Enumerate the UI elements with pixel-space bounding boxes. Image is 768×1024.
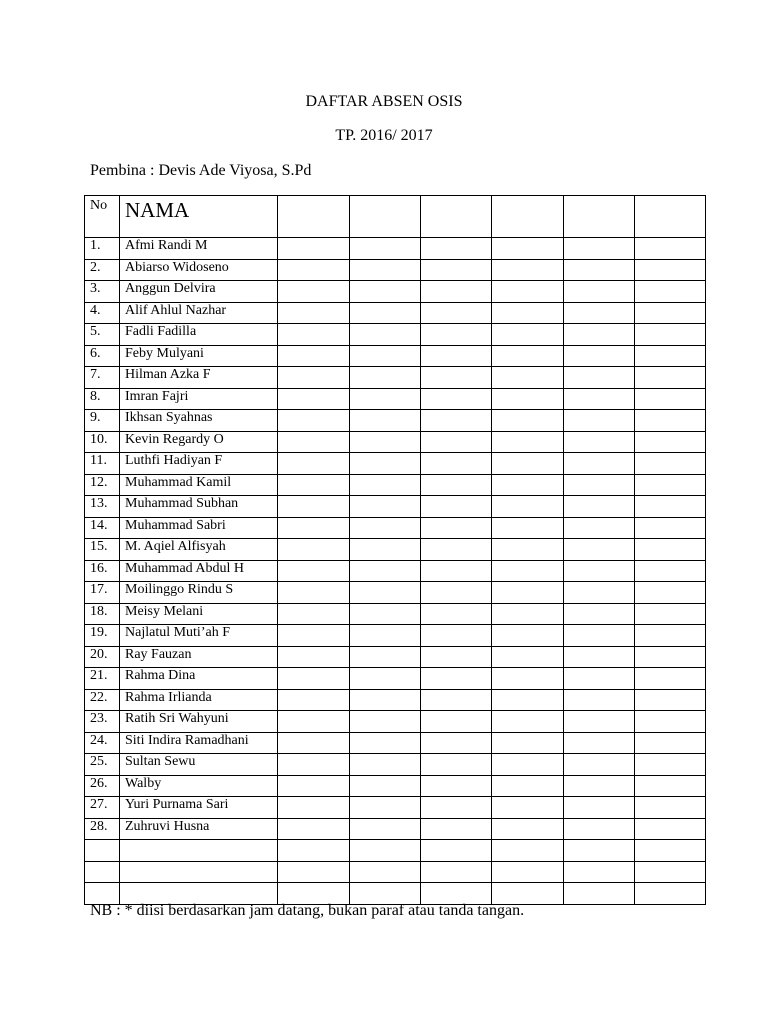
attendance-cell[interactable] — [564, 775, 635, 797]
attendance-cell[interactable] — [278, 474, 350, 496]
table-row — [85, 388, 706, 410]
attendance-cell[interactable] — [278, 345, 350, 367]
row-name: Luthfi Hadiyan F — [120, 453, 278, 475]
attendance-cell[interactable] — [350, 560, 421, 582]
table-row — [85, 345, 706, 367]
attendance-cell[interactable] — [564, 818, 635, 840]
attendance-cell[interactable] — [492, 818, 564, 840]
attendance-cell[interactable] — [421, 259, 492, 281]
table-row — [85, 474, 706, 496]
attendance-cell[interactable] — [564, 238, 635, 260]
row-number: 25. — [85, 754, 120, 776]
table-row — [85, 603, 706, 625]
table-row — [85, 302, 706, 324]
attendance-cell[interactable] — [350, 517, 421, 539]
row-number: 1. — [85, 238, 120, 260]
row-number: 3. — [85, 281, 120, 303]
attendance-cell[interactable] — [278, 517, 350, 539]
attendance-cell[interactable] — [564, 861, 635, 883]
attendance-cell[interactable] — [492, 474, 564, 496]
attendance-cell[interactable] — [492, 388, 564, 410]
attendance-cell[interactable] — [278, 582, 350, 604]
attendance-cell[interactable] — [421, 496, 492, 518]
attendance-cell[interactable] — [564, 259, 635, 281]
attendance-cell[interactable] — [278, 259, 350, 281]
row-name — [120, 840, 278, 862]
attendance-cell[interactable] — [421, 711, 492, 733]
table-row — [85, 754, 706, 776]
attendance-cell[interactable] — [278, 711, 350, 733]
attendance-cell[interactable] — [564, 668, 635, 690]
attendance-cell[interactable] — [635, 474, 706, 496]
attendance-cell[interactable] — [278, 646, 350, 668]
attendance-cell[interactable] — [492, 560, 564, 582]
row-number — [85, 861, 120, 883]
pembina-label: Pembina : Devis Ade Viyosa, S.Pd — [90, 162, 312, 179]
table-row — [85, 582, 706, 604]
row-name: Rahma Irlianda — [120, 689, 278, 711]
table-row — [85, 840, 706, 862]
attendance-cell[interactable] — [350, 302, 421, 324]
attendance-cell[interactable] — [492, 668, 564, 690]
attendance-cell[interactable] — [350, 732, 421, 754]
table-row — [85, 324, 706, 346]
attendance-cell[interactable] — [350, 625, 421, 647]
attendance-cell[interactable] — [278, 754, 350, 776]
row-number: 14. — [85, 517, 120, 539]
attendance-cell[interactable] — [350, 431, 421, 453]
attendance-cell[interactable] — [278, 840, 350, 862]
attendance-cell[interactable] — [492, 689, 564, 711]
attendance-cell[interactable] — [278, 797, 350, 819]
attendance-cell[interactable] — [492, 603, 564, 625]
attendance-cell[interactable] — [278, 431, 350, 453]
table-row — [85, 431, 706, 453]
row-number: 17. — [85, 582, 120, 604]
attendance-cell[interactable] — [421, 431, 492, 453]
attendance-cell[interactable] — [421, 603, 492, 625]
period-label: TP. 2016/ 2017 — [335, 127, 433, 144]
attendance-cell[interactable] — [635, 797, 706, 819]
table-row — [85, 625, 706, 647]
attendance-cell[interactable] — [278, 818, 350, 840]
attendance-cell[interactable] — [492, 431, 564, 453]
attendance-cell[interactable] — [635, 840, 706, 862]
attendance-cell[interactable] — [421, 560, 492, 582]
attendance-table — [84, 195, 706, 905]
row-name: Feby Mulyani — [120, 345, 278, 367]
attendance-cell[interactable] — [350, 259, 421, 281]
attendance-cell[interactable] — [635, 646, 706, 668]
attendance-cell[interactable] — [492, 840, 564, 862]
attendance-cell[interactable] — [564, 711, 635, 733]
attendance-cell[interactable] — [635, 302, 706, 324]
attendance-cell[interactable] — [350, 775, 421, 797]
attendance-cell[interactable] — [492, 625, 564, 647]
row-name: Ray Fauzan — [120, 646, 278, 668]
attendance-cell[interactable] — [492, 367, 564, 389]
attendance-cell[interactable] — [421, 840, 492, 862]
attendance-cell[interactable] — [564, 474, 635, 496]
attendance-cell[interactable] — [635, 431, 706, 453]
attendance-cell[interactable] — [492, 582, 564, 604]
attendance-cell[interactable] — [421, 689, 492, 711]
attendance-cell[interactable] — [421, 453, 492, 475]
attendance-cell[interactable] — [635, 496, 706, 518]
attendance-cell[interactable] — [350, 646, 421, 668]
row-name: Ratih Sri Wahyuni — [120, 711, 278, 733]
header-attendance-cell — [492, 196, 564, 238]
table-header-row — [85, 196, 706, 238]
attendance-cell[interactable] — [564, 388, 635, 410]
attendance-cell[interactable] — [421, 302, 492, 324]
attendance-cell[interactable] — [492, 775, 564, 797]
header-attendance-cell — [635, 196, 706, 238]
attendance-cell[interactable] — [492, 539, 564, 561]
attendance-cell[interactable] — [278, 668, 350, 690]
attendance-cell[interactable] — [421, 367, 492, 389]
table-row — [85, 689, 706, 711]
attendance-cell[interactable] — [635, 281, 706, 303]
table-row — [85, 410, 706, 432]
row-name: Najlatul Muti’ah F — [120, 625, 278, 647]
attendance-cell[interactable] — [350, 453, 421, 475]
row-name — [120, 861, 278, 883]
attendance-cell[interactable] — [278, 603, 350, 625]
attendance-cell[interactable] — [564, 345, 635, 367]
row-number: 8. — [85, 388, 120, 410]
attendance-cell[interactable] — [635, 732, 706, 754]
row-number: 6. — [85, 345, 120, 367]
row-number: 9. — [85, 410, 120, 432]
row-name: Zuhruvi Husna — [120, 818, 278, 840]
attendance-cell[interactable] — [492, 646, 564, 668]
row-number: 15. — [85, 539, 120, 561]
attendance-cell[interactable] — [564, 324, 635, 346]
attendance-cell[interactable] — [492, 797, 564, 819]
row-number: 13. — [85, 496, 120, 518]
attendance-cell[interactable] — [278, 367, 350, 389]
footnote: NB : * diisi berdasarkan jam datang, bukan paraf atau tanda tangan. — [90, 902, 525, 919]
table-row — [85, 281, 706, 303]
attendance-cell[interactable] — [350, 539, 421, 561]
attendance-cell[interactable] — [278, 238, 350, 260]
row-number — [85, 840, 120, 862]
table-row — [85, 238, 706, 260]
attendance-cell[interactable] — [421, 861, 492, 883]
attendance-cell[interactable] — [350, 281, 421, 303]
attendance-cell[interactable] — [278, 324, 350, 346]
table-row — [85, 668, 706, 690]
attendance-cell[interactable] — [421, 238, 492, 260]
attendance-cell[interactable] — [564, 646, 635, 668]
table-row — [85, 367, 706, 389]
attendance-cell[interactable] — [278, 689, 350, 711]
attendance-cell[interactable] — [635, 560, 706, 582]
row-name: Meisy Melani — [120, 603, 278, 625]
row-name: Hilman Azka F — [120, 367, 278, 389]
attendance-cell[interactable] — [278, 388, 350, 410]
attendance-cell[interactable] — [635, 453, 706, 475]
attendance-cell[interactable] — [421, 582, 492, 604]
table-row — [85, 496, 706, 518]
attendance-cell[interactable] — [421, 281, 492, 303]
table-row — [85, 861, 706, 883]
attendance-cell[interactable] — [421, 775, 492, 797]
row-number: 16. — [85, 560, 120, 582]
attendance-cell[interactable] — [421, 646, 492, 668]
row-number: 22. — [85, 689, 120, 711]
attendance-cell[interactable] — [492, 281, 564, 303]
attendance-cell[interactable] — [278, 410, 350, 432]
attendance-cell[interactable] — [350, 668, 421, 690]
header-nama: NAMA — [120, 196, 278, 238]
table-row — [85, 539, 706, 561]
table-row — [85, 797, 706, 819]
attendance-cell[interactable] — [278, 861, 350, 883]
attendance-cell[interactable] — [564, 453, 635, 475]
attendance-cell[interactable] — [564, 603, 635, 625]
table-row — [85, 646, 706, 668]
attendance-cell[interactable] — [564, 582, 635, 604]
attendance-cell[interactable] — [350, 754, 421, 776]
attendance-cell[interactable] — [635, 410, 706, 432]
table-row — [85, 732, 706, 754]
attendance-cell[interactable] — [350, 840, 421, 862]
attendance-cell[interactable] — [421, 797, 492, 819]
attendance-cell[interactable] — [350, 711, 421, 733]
attendance-cell[interactable] — [635, 388, 706, 410]
attendance-cell[interactable] — [635, 711, 706, 733]
attendance-cell[interactable] — [421, 818, 492, 840]
attendance-cell[interactable] — [635, 775, 706, 797]
row-number: 23. — [85, 711, 120, 733]
row-number: 10. — [85, 431, 120, 453]
attendance-cell[interactable] — [350, 797, 421, 819]
row-number: 21. — [85, 668, 120, 690]
row-name: Afmi Randi M — [120, 238, 278, 260]
table-row — [85, 711, 706, 733]
attendance-cell[interactable] — [421, 754, 492, 776]
attendance-cell[interactable] — [564, 883, 635, 905]
attendance-cell[interactable] — [350, 582, 421, 604]
header-attendance-cell — [278, 196, 350, 238]
row-name: Imran Fajri — [120, 388, 278, 410]
attendance-cell[interactable] — [492, 517, 564, 539]
attendance-cell[interactable] — [278, 281, 350, 303]
attendance-cell[interactable] — [635, 883, 706, 905]
attendance-cell[interactable] — [492, 732, 564, 754]
attendance-cell[interactable] — [635, 668, 706, 690]
attendance-cell[interactable] — [564, 496, 635, 518]
attendance-cell[interactable] — [564, 410, 635, 432]
row-name: Muhammad Sabri — [120, 517, 278, 539]
attendance-cell[interactable] — [564, 517, 635, 539]
table-row — [85, 560, 706, 582]
attendance-cell[interactable] — [421, 732, 492, 754]
row-name: Yuri Purnama Sari — [120, 797, 278, 819]
attendance-cell[interactable] — [564, 367, 635, 389]
attendance-cell[interactable] — [635, 754, 706, 776]
attendance-cell[interactable] — [492, 861, 564, 883]
row-name: Walby — [120, 775, 278, 797]
attendance-cell[interactable] — [421, 388, 492, 410]
row-number: 19. — [85, 625, 120, 647]
attendance-cell[interactable] — [421, 474, 492, 496]
table-row — [85, 818, 706, 840]
row-number: 5. — [85, 324, 120, 346]
row-number: 24. — [85, 732, 120, 754]
attendance-cell[interactable] — [278, 453, 350, 475]
attendance-cell[interactable] — [635, 818, 706, 840]
attendance-cell[interactable] — [635, 539, 706, 561]
attendance-cell[interactable] — [421, 539, 492, 561]
header-attendance-cell — [564, 196, 635, 238]
attendance-cell[interactable] — [350, 345, 421, 367]
attendance-cell[interactable] — [278, 732, 350, 754]
attendance-cell[interactable] — [350, 388, 421, 410]
attendance-cell[interactable] — [278, 625, 350, 647]
attendance-cell[interactable] — [635, 689, 706, 711]
attendance-cell[interactable] — [492, 453, 564, 475]
header-attendance-cell — [421, 196, 492, 238]
attendance-cell[interactable] — [350, 410, 421, 432]
row-number: 20. — [85, 646, 120, 668]
attendance-cell[interactable] — [564, 560, 635, 582]
attendance-cell[interactable] — [350, 861, 421, 883]
attendance-cell[interactable] — [635, 625, 706, 647]
attendance-cell[interactable] — [421, 668, 492, 690]
attendance-cell[interactable] — [564, 797, 635, 819]
row-name: Anggun Delvira — [120, 281, 278, 303]
attendance-cell[interactable] — [350, 496, 421, 518]
attendance-cell[interactable] — [635, 582, 706, 604]
attendance-cell[interactable] — [350, 367, 421, 389]
attendance-cell[interactable] — [278, 539, 350, 561]
row-number: 2. — [85, 259, 120, 281]
attendance-cell[interactable] — [635, 861, 706, 883]
attendance-cell[interactable] — [350, 324, 421, 346]
row-number: 18. — [85, 603, 120, 625]
row-number: 26. — [85, 775, 120, 797]
attendance-cell[interactable] — [492, 711, 564, 733]
row-name: M. Aqiel Alfisyah — [120, 539, 278, 561]
row-name: Alif Ahlul Nazhar — [120, 302, 278, 324]
table-row — [85, 775, 706, 797]
document-title: DAFTAR ABSEN OSIS — [305, 93, 463, 110]
attendance-cell[interactable] — [564, 625, 635, 647]
table-row — [85, 453, 706, 475]
row-name: Siti Indira Ramadhani — [120, 732, 278, 754]
attendance-cell[interactable] — [635, 367, 706, 389]
row-number: 28. — [85, 818, 120, 840]
attendance-cell[interactable] — [421, 517, 492, 539]
row-number: 7. — [85, 367, 120, 389]
attendance-cell[interactable] — [421, 324, 492, 346]
attendance-cell[interactable] — [564, 840, 635, 862]
row-name: Moilinggo Rindu S — [120, 582, 278, 604]
attendance-cell[interactable] — [564, 689, 635, 711]
attendance-cell[interactable] — [564, 539, 635, 561]
header-attendance-cell — [350, 196, 421, 238]
table-row — [85, 259, 706, 281]
row-name: Muhammad Abdul H — [120, 560, 278, 582]
row-number: 11. — [85, 453, 120, 475]
row-name: Muhammad Subhan — [120, 496, 278, 518]
attendance-cell[interactable] — [635, 238, 706, 260]
attendance-cell[interactable] — [564, 754, 635, 776]
attendance-cell[interactable] — [492, 345, 564, 367]
attendance-cell[interactable] — [492, 410, 564, 432]
attendance-cell[interactable] — [350, 238, 421, 260]
row-name: Fadli Fadilla — [120, 324, 278, 346]
attendance-cell[interactable] — [492, 302, 564, 324]
attendance-cell[interactable] — [421, 345, 492, 367]
attendance-cell[interactable] — [635, 324, 706, 346]
header-no: No — [85, 196, 120, 238]
attendance-cell[interactable] — [350, 474, 421, 496]
attendance-cell[interactable] — [492, 496, 564, 518]
attendance-cell[interactable] — [350, 818, 421, 840]
row-number: 27. — [85, 797, 120, 819]
attendance-cell[interactable] — [350, 689, 421, 711]
row-name: Kevin Regardy O — [120, 431, 278, 453]
attendance-cell[interactable] — [492, 259, 564, 281]
row-name: Sultan Sewu — [120, 754, 278, 776]
attendance-cell[interactable] — [492, 324, 564, 346]
attendance-cell[interactable] — [492, 238, 564, 260]
attendance-cell[interactable] — [421, 625, 492, 647]
attendance-cell[interactable] — [492, 754, 564, 776]
attendance-cell[interactable] — [635, 259, 706, 281]
attendance-cell[interactable] — [278, 560, 350, 582]
row-name: Ikhsan Syahnas — [120, 410, 278, 432]
attendance-cell[interactable] — [564, 281, 635, 303]
attendance-cell[interactable] — [278, 496, 350, 518]
attendance-cell[interactable] — [421, 410, 492, 432]
row-name: Abiarso Widoseno — [120, 259, 278, 281]
attendance-cell[interactable] — [635, 517, 706, 539]
row-name: Rahma Dina — [120, 668, 278, 690]
attendance-cell[interactable] — [350, 603, 421, 625]
attendance-cell[interactable] — [635, 603, 706, 625]
attendance-cell[interactable] — [278, 302, 350, 324]
attendance-cell[interactable] — [278, 775, 350, 797]
row-name: Muhammad Kamil — [120, 474, 278, 496]
row-number: 12. — [85, 474, 120, 496]
attendance-cell[interactable] — [564, 732, 635, 754]
attendance-cell[interactable] — [564, 431, 635, 453]
attendance-cell[interactable] — [564, 302, 635, 324]
table-row — [85, 517, 706, 539]
attendance-cell[interactable] — [635, 345, 706, 367]
row-number: 4. — [85, 302, 120, 324]
